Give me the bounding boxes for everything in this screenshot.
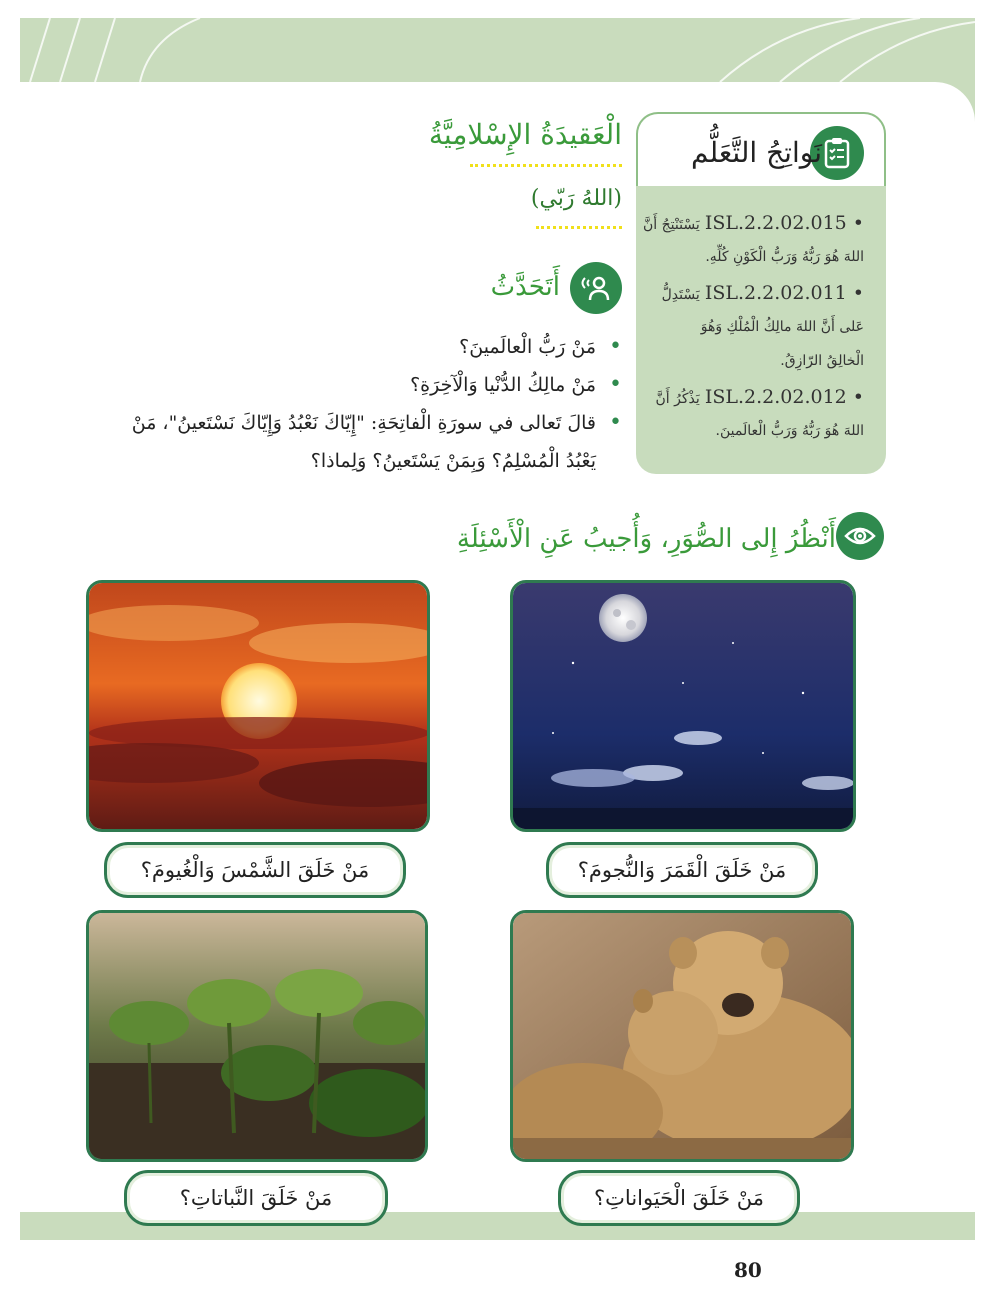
speaking-person-icon [570,262,622,314]
section-subtitle: (اللهُ رَبّي) [530,186,622,211]
caption-animals: مَنْ خَلَقَ الْحَيَواناتِ؟ [558,1170,800,1226]
outcome-text-continued: الْخالِقُ الرّازِقُ. [780,353,864,369]
page-number: 80 [734,1258,762,1282]
speak-section-title: أَتَحَدَّثُ [490,272,560,302]
learning-outcomes-body [636,186,886,474]
outcome-code: ISL.2.2.02.012 [704,386,847,408]
section-title: الْعَقيدَةُ الإِسْلامِيَّةُ [428,118,622,151]
outcome-text: عَلى أَنَّ اللهَ مالِكُ الْمُلْكِ وَهُوَ [700,319,864,335]
question-item: • قالَ تَعالى في سورَةِ الْفاتِحَةِ: "إِيّاكَ نَعْبُدُ وَإِيّاكَ نَسْتَعينُ"، مَنْ يَعْبُدُ الْمُسْلِمُ؟ وَبِمَنْ يَسْتَعينُ؟ وَلِماذا؟ [102,404,622,480]
learning-outcomes-box [636,112,886,474]
learning-outcomes-title: نَواتِجُ التَّعَلُّم [691,136,822,169]
outcome-item: • ISL.2.2.02.011 يَسْتَدِلُّ عَلى أَنَّ اللهَ مالِكُ الْمُلْكِ وَهُوَ الْخالِقُ الرّازِقُ. [652,276,864,378]
outcome-item: • ISL.2.2.02.015 يَسْتَنْتِجُ أَنَّ اللهَ هُوَ رَبُّهُ وَرَبُّ الْكَوْنِ كُلِّهِ. [652,206,864,274]
discussion-questions [102,328,622,480]
outcome-verb: يَسْتَنْتِجُ أَنَّ [643,217,700,233]
title-dotted-underline [470,164,622,167]
plants-photo [86,910,428,1162]
outcome-code: ISL.2.2.02.015 [704,212,847,234]
outcome-text: اللهَ هُوَ رَبُّهُ وَرَبُّ الْكَوْنِ كُلِّهِ. [705,249,864,265]
moon-stars-photo [510,580,856,832]
subtitle-dotted-underline [536,226,622,229]
outcome-verb: يَذْكُرُ أَنَّ [655,391,700,407]
question-item: • مَنْ مالِكُ الدُّنْيا وَالْآخِرَةِ؟ [102,366,622,404]
outcome-item: • ISL.2.2.02.012 يَذْكُرُ أَنَّ اللهَ هُوَ رَبُّهُ وَرَبُّ الْعالَمينَ. [652,380,864,448]
caption-moon-stars: مَنْ خَلَقَ الْقَمَرَ وَالنُّجومَ؟ [546,842,818,898]
decorative-curves [20,18,975,82]
sunset-clouds-photo [86,580,430,832]
look-section-title: أَنْظُرُ إِلى الصُّوَرِ، وَأُجيبُ عَنِ الْأَسْئِلَةِ [456,524,836,554]
learning-outcomes-header [636,112,886,188]
caption-sun-clouds: مَنْ خَلَقَ الشَّمْسَ وَالْغُيومَ؟ [104,842,406,898]
outcome-text: اللهَ هُوَ رَبُّهُ وَرَبُّ الْعالَمينَ. [715,423,864,439]
caption-plants: مَنْ خَلَقَ النَّباتاتِ؟ [124,1170,388,1226]
question-item: • مَنْ رَبُّ الْعالَمينَ؟ [102,328,622,366]
lions-photo [510,910,854,1162]
outcome-code: ISL.2.2.02.011 [704,282,847,304]
outcome-verb: يَسْتَدِلُّ [661,287,700,303]
footer-strip [20,1240,975,1280]
eye-icon [836,512,884,560]
